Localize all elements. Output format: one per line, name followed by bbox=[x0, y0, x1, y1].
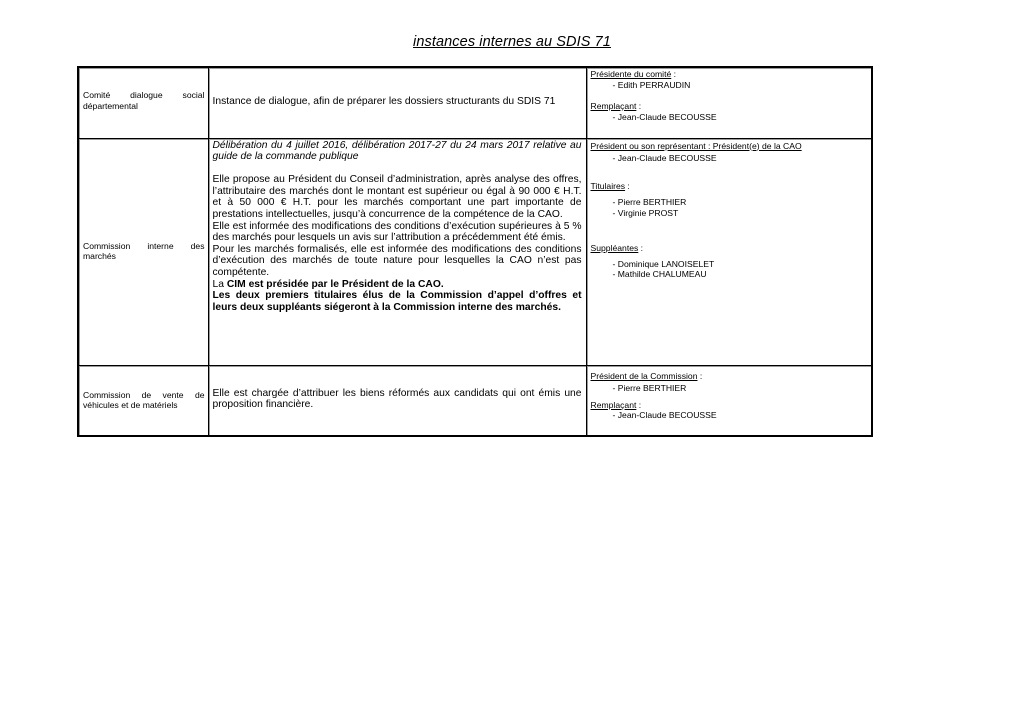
member-list bbox=[591, 153, 868, 164]
instance-name-line: Commission interne des bbox=[83, 240, 205, 251]
description-text: Instance de dialogue, afin de préparer les dossiers structurants du SDIS 71 bbox=[212, 96, 556, 107]
description-paragraph: Elle est informée des modifications des conditions d’exécution supérieures à 5 % des marchés pour lesquels un avis sur l’attribution a précédemment été émis. bbox=[212, 220, 582, 244]
description-paragraph: Elle propose au Président du Conseil d’administration, après analyse des offres, l’attributaire des marchés dont le montant est supérieur ou égal à 90 000 € H.T. et à 50 000 € H.T. pour les marchés comportant une part importante de prestations intellectuelles, jusqu’à concurrence de la compétence de la CAO. bbox=[212, 174, 582, 221]
list-item: - Mathilde CHALUMEAU bbox=[613, 269, 868, 280]
list-item: - Pierre BERTHIER bbox=[613, 197, 868, 208]
description-bold: CIM est présidée par le Président de la CAO. bbox=[226, 278, 444, 290]
description-cell bbox=[208, 67, 586, 138]
description-plain: La bbox=[212, 278, 227, 290]
list-item: - Jean-Claude BECOUSSE bbox=[613, 112, 868, 123]
description-cell bbox=[208, 365, 586, 436]
member-list bbox=[591, 383, 868, 394]
member-list bbox=[591, 112, 868, 123]
description-reference: Délibération du 4 juillet 2016, délibération 2017-27 du 24 mars 2017 relative au guide de la commande publique bbox=[212, 139, 582, 163]
table-row bbox=[78, 365, 872, 436]
table-row bbox=[78, 67, 872, 138]
list-item: - Virginie PROST bbox=[613, 208, 868, 219]
member-list bbox=[591, 410, 868, 421]
description-cell bbox=[208, 138, 586, 365]
role-suffix: : bbox=[671, 69, 677, 79]
instance-name-line: départemental bbox=[83, 100, 138, 111]
role-label: Président de la Commission bbox=[590, 370, 698, 381]
description-text: Elle est chargée d’attribuer les biens réformés aux candidats qui ont émis une proposition financière. bbox=[212, 387, 582, 411]
members-cell bbox=[586, 67, 872, 138]
instance-name-line: véhicules et de matériels bbox=[83, 400, 178, 410]
role-label: Remplaçant bbox=[590, 101, 637, 111]
member-list bbox=[591, 80, 868, 91]
role-label: Remplaçant bbox=[590, 399, 637, 410]
role-suffix: : bbox=[638, 243, 644, 253]
members-cell bbox=[586, 138, 872, 365]
description-bold: Les deux premiers titulaires élus de la Commission d’appel d’offres et leurs deux suppléants siégeront à la Commission interne des marchés. bbox=[212, 290, 582, 313]
description-paragraph: Pour les marchés formalisés, elle est informée des modifications des conditions d’exécution des marchés de toute nature pour lesquelles la CAO n’est pas compétente. bbox=[212, 243, 582, 279]
role-suffix: : bbox=[697, 370, 703, 381]
role-label: Présidente du comité bbox=[590, 69, 672, 79]
instances-table bbox=[77, 66, 873, 437]
role-suffix: : bbox=[636, 399, 642, 410]
instance-name-cell bbox=[78, 138, 208, 365]
list-item: - Edith PERRAUDIN bbox=[613, 80, 868, 91]
list-item: - Dominique LANOISELET bbox=[613, 259, 868, 270]
list-item: - Pierre BERTHIER bbox=[613, 383, 868, 394]
list-item: - Jean-Claude BECOUSSE bbox=[613, 153, 868, 164]
member-list bbox=[591, 259, 868, 280]
role-label: Suppléantes bbox=[590, 243, 639, 253]
members-cell bbox=[586, 365, 872, 436]
page-title: instances internes au SDIS 71 bbox=[413, 34, 611, 50]
instance-name-line: Commission de vente de bbox=[83, 389, 205, 400]
instance-name-line: Comité dialogue social bbox=[83, 90, 205, 100]
table-row bbox=[78, 138, 872, 365]
role-label: Titulaires bbox=[590, 180, 626, 191]
instance-name-line: marchés bbox=[83, 251, 116, 261]
instance-name-cell bbox=[78, 67, 208, 138]
list-item: - Jean-Claude BECOUSSE bbox=[613, 410, 868, 421]
instance-name-cell bbox=[78, 365, 208, 436]
role-label: Président ou son représentant : Président(e) de la CAO bbox=[590, 140, 802, 151]
member-list bbox=[591, 197, 868, 218]
role-suffix: : bbox=[636, 101, 642, 111]
role-suffix: : bbox=[625, 180, 630, 191]
